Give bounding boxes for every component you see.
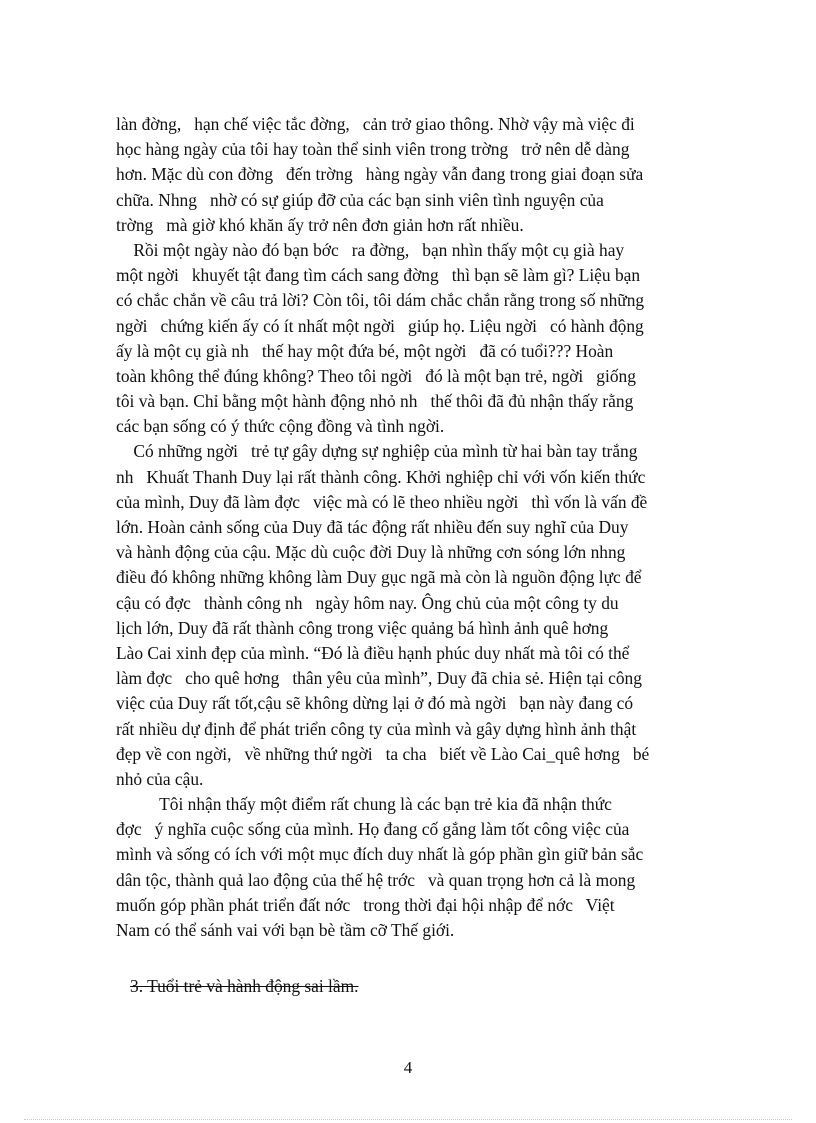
text-line: việc của Duy rất tốt,cậu sẽ không dừng lại ở đó mà ngời bạn này đang có [116, 693, 634, 714]
text-line: lịch lớn, Duy đã rất thành công trong việc quảng bá hình ảnh quê hơng [116, 617, 609, 638]
text-line: đợc ý nghĩa cuộc sống của mình. Họ đang cố gắng làm tốt công việc của [116, 819, 630, 840]
text-line: tôi và bạn. Chỉ bằng một hành động nhỏ nh thế thôi đã đủ nhận thấy rằng [116, 391, 634, 412]
text-line: có chắc chắn về câu trả lời? Còn tôi, tôi dám chắc chắn rằng trong số những [116, 290, 645, 311]
text-line: Nam có thể sánh vai với bạn bè tầm cỡ Thế giới. [116, 920, 455, 940]
text-line: làm đợc cho quê hơng thân yêu của mình”, Duy đã chia sẻ. Hiện tại công [116, 668, 642, 689]
text-line: và hành động của cậu. Mặc dù cuộc đời Duy là những cơn sóng lớn nhng [116, 542, 626, 563]
page-number: 4 [403, 1058, 413, 1077]
text-line: ấy là một cụ già nh thế hay một đứa bé, một ngời đã có tuổi??? Hoàn [116, 340, 614, 361]
text-line: hơn. Mặc dù con đờng đến trờng hàng ngày vẫn đang trong giai đoạn sửa [116, 164, 644, 185]
page-bottom-border [24, 1119, 792, 1120]
text-line: một ngời khuyết tật đang tìm cách sang đờng thì bạn sẽ làm gì? Liệu bạn [116, 265, 641, 286]
text-line: ngời chứng kiến ấy có ít nhất một ngời giúp họ. Liệu ngời có hành động [116, 315, 644, 336]
text-line: trờng mà giờ khó khăn ấy trở nên đơn giản hơn rất nhiều. [116, 214, 524, 235]
text-line: mình và sống có ích với một mục đích duy nhất là góp phần gìn giữ bản sắc [116, 844, 644, 865]
text-line: làn đờng, hạn chế việc tắc đờng, cản trở giao thông. Nhờ vậy mà việc đi [116, 114, 635, 134]
text-line: nhỏ của cậu. [116, 768, 204, 789]
text-line: Rồi một ngày nào đó bạn bớc ra đờng, bạn nhìn thấy một cụ già hay [116, 239, 625, 260]
text-line: đẹp về con ngời, về những thứ ngời ta cha biết về Lào Cai_quê hơng bé [116, 743, 650, 764]
text-line: cậu có đợc thành công nh ngày hôm nay. Ông chủ của một công ty du [116, 592, 619, 613]
text-line: Lào Cai xinh đẹp của mình. “Đó là điều hạnh phúc duy nhất mà tôi có thể [116, 642, 630, 663]
text-line: Có những ngời trẻ tự gây dựng sự nghiệp của mình từ hai bàn tay trắng [116, 441, 638, 462]
text-line: Tôi nhận thấy một điểm rất chung là các bạn trẻ kia đã nhận thức [116, 794, 612, 815]
text-line: chữa. Nhng nhờ có sự giúp đỡ của các bạn sinh viên tình nguyện của [116, 189, 604, 210]
text-line: lớn. Hoàn cảnh sống của Duy đã tác động rất nhiều đến suy nghĩ của Duy [116, 517, 629, 537]
text-line: dân tộc, thành quả lao động của thế hệ trớc và quan trọng hơn cả là mong [116, 869, 636, 890]
text-line: toàn không thể đúng không? Theo tôi ngời đó là một bạn trẻ, ngời giống [116, 365, 636, 386]
text-line: các bạn sống có ý thức cộng đồng và tình ngời. [116, 416, 445, 437]
text-line: điều đó không những không làm Duy gục ngã mà còn là nguồn động lực để [116, 567, 642, 588]
section-heading: 3. Tuổi trẻ và hành động sai lầm. [130, 976, 359, 996]
text-line: học hàng ngày của tôi hay toàn thể sinh viên trong trờng trở nên dễ dàng [116, 139, 630, 160]
text-line: muốn góp phần phát triển đất nớc trong thời đại hội nhập để nớc Việt [116, 894, 615, 915]
text-line: của mình, Duy đã làm đợc việc mà có lẽ theo nhiều ngời thì vốn là vấn đề [116, 491, 648, 512]
text-line: rất nhiều dự định để phát triển công ty của mình và gây dựng hình ảnh thật [116, 718, 637, 739]
body-text [116, 112, 706, 943]
text-line: nh Khuất Thanh Duy lại rất thành công. Khởi nghiệp chỉ với vốn kiến thức [116, 466, 646, 487]
